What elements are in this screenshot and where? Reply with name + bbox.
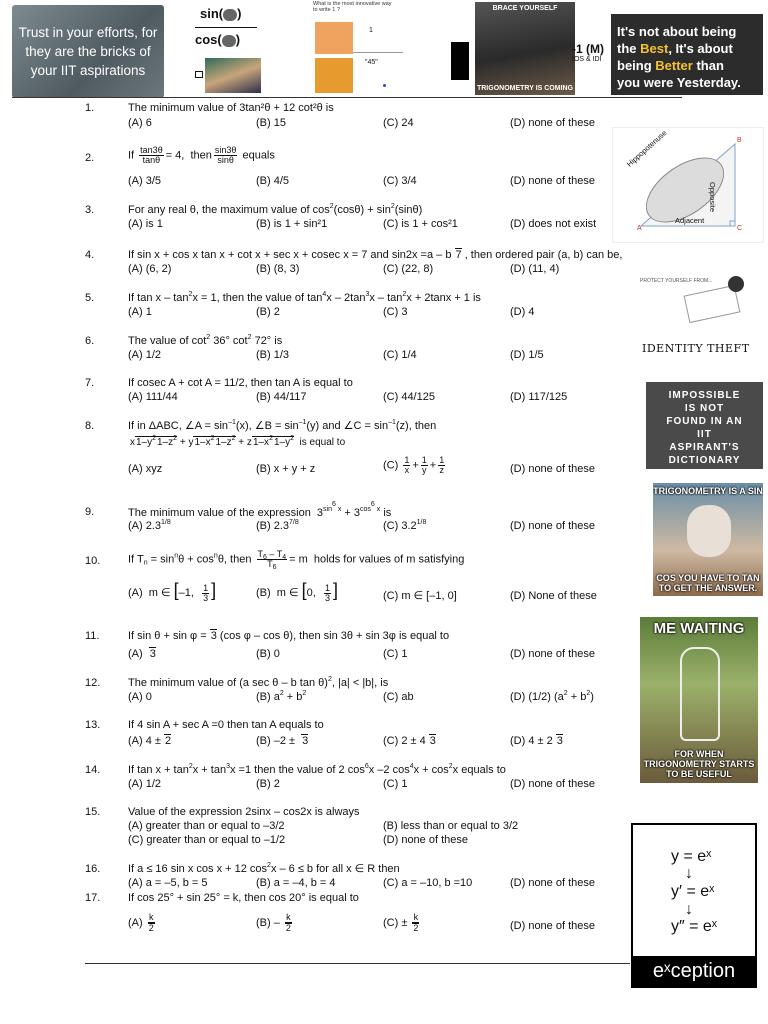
cut-off-text: -1 (M) IOS & IDI (572, 42, 604, 63)
exception-meme: y = eˣ ↓ y′ = eˣ ↓ y″ = eˣ eˣception (631, 823, 757, 988)
face-icon (223, 9, 237, 21)
anime-image (205, 58, 261, 93)
trigonometry-sin-meme: TRIGONOMETRY IS A SIN COS YOU HAVE TO TAN TO GET THE ANSWER. (653, 483, 763, 596)
bandit-icon (728, 276, 744, 292)
impossible-quote-image: IMPOSSIBLE IS NOT FOUND IN AN IIT ASPIRANT'S DICTIONARY (646, 382, 763, 469)
brace-yourself-meme: BRACE YOURSELF TRIGONOMETRY IS COMING (475, 2, 575, 95)
svg-text:B: B (737, 137, 742, 144)
better-than-yesterday-quote: It's not about being the Best, It's about being Better than you were Yesterday. (611, 14, 763, 95)
me-waiting-meme: ME WAITING FOR WHEN TRIGONOMETRY STARTS TO BE USEFUL (640, 617, 758, 783)
equals-box-icon (195, 71, 203, 78)
hippopotenuse-image: A B C Hippopotenuse Opposite Adjacent (612, 127, 764, 243)
sin-cos-meme: sin( ) cos( ) (195, 6, 265, 94)
footer-rule (85, 963, 630, 964)
black-block (451, 42, 469, 80)
cat-image (687, 505, 731, 557)
banner-quote: Trust in your efforts, for they are the bricks of your IIT aspirations (18, 25, 158, 78)
drake-approve-image (315, 58, 353, 93)
svg-text:A: A (637, 225, 642, 232)
drake-reject-image (315, 22, 353, 54)
header-rule (12, 97, 682, 98)
down-arrow-icon: ↓ (685, 901, 693, 918)
svg-text:C: C (737, 225, 743, 232)
identity-theft-image: PROTECT YOURSELF FROM... IDENTITY THEFT (638, 272, 760, 369)
skeleton-image (680, 647, 720, 741)
motivation-banner (12, 5, 164, 98)
down-arrow-icon: ↓ (685, 865, 693, 882)
face-icon (222, 35, 236, 47)
drake-meme: What is the most innovative way to write 1 ? 1 "45" (313, 1, 403, 96)
fraction-bar (195, 27, 257, 28)
